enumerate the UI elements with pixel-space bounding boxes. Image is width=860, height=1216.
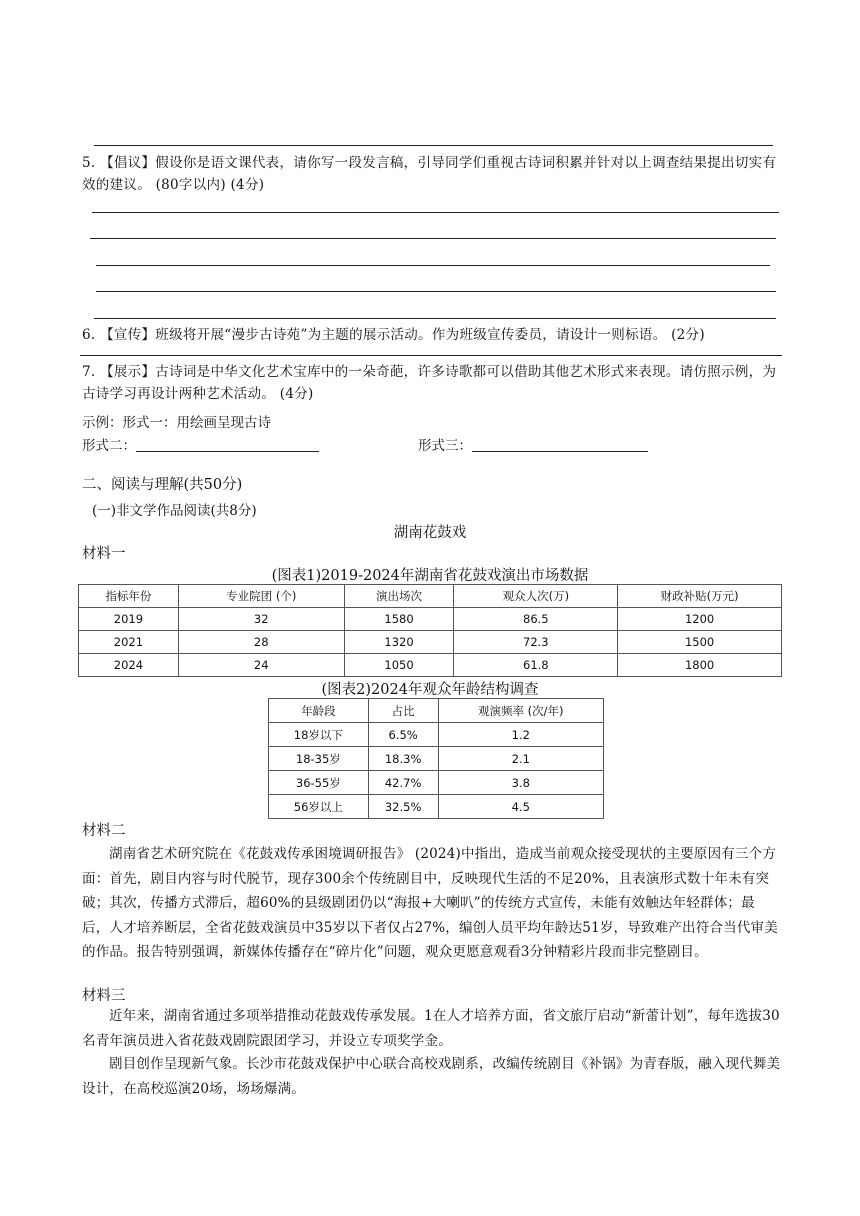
table-row	[79, 654, 782, 677]
material-2-label: 材料二	[82, 823, 126, 839]
material-2-paragraph: 湖南省艺术研究院在《花鼓戏传承困境调研报告》 (2024)中指出，造成当前观众接受现状的主要原因有三个方面：首先，剧目内容与时代脱节，现存300余个传统剧目中，反映现代生活的不足20%，且表演形式数十年未有突破；其次，传播方式滞后，超60%的县级剧团仍以“海报+大喇叭”的传统方式宣传，未能有效触达年轻群体；最后，人才培养断层，全省花鼓戏演员中35岁以下者仅占27%，编创人员平均年龄达51岁，导致难产出符合当代审美的作品。报告特别强调，新媒体传播存在“碎片化”问题，观众更愿意观看3分钟精彩片段而非完整剧目。	[82, 846, 778, 960]
question-5: 5. 【倡议】假设你是语文课代表，请你写一段发言稿，引导同学们重视古诗词积累并针对以上调查结果提出切实有效的建议。 (80字以内) (4分)	[82, 155, 777, 193]
table-cell: 42.7%	[368, 771, 438, 795]
table-cell: 2019	[79, 608, 179, 631]
table-1-caption: (图表1)2019-2024年湖南省花鼓戏演出市场数据	[271, 568, 589, 584]
table-cell: 1050	[344, 654, 454, 677]
material-1-label: 材料一	[82, 546, 126, 562]
answer-line	[92, 212, 779, 213]
table-cell: 2021	[79, 631, 179, 654]
table-row	[269, 795, 604, 819]
table-cell: 18-35岁	[269, 747, 369, 771]
example-line: 示例：形式一：用绘画呈现古诗	[82, 415, 271, 431]
table-header-cell: 财政补贴(万元)	[618, 585, 782, 608]
material-3-label: 材料三	[82, 988, 126, 1004]
table-row	[269, 747, 604, 771]
table-cell: 56岁以上	[269, 795, 369, 819]
table-cell: 18.3%	[368, 747, 438, 771]
table-cell: 24	[178, 654, 344, 677]
table-header-cell: 专业院团 (个)	[178, 585, 344, 608]
table-cell: 32.5%	[368, 795, 438, 819]
answer-line	[94, 318, 776, 319]
answer-line	[90, 238, 776, 239]
form-2-label: 形式二：	[82, 438, 136, 454]
answer-line	[94, 145, 773, 146]
question-7: 7. 【展示】古诗词是中华文化艺术宝库中的一朵奇葩，许多诗歌都可以借助其他艺术形式来表现。请仿照示例，为古诗学习再设计两种艺术活动。 (4分)	[82, 364, 777, 402]
form-3-label: 形式三：	[418, 438, 472, 454]
table-row	[269, 771, 604, 795]
answer-line	[96, 265, 770, 266]
table-cell: 4.5	[438, 795, 603, 819]
section-2-title: 二、阅读与理解(共50分)	[82, 477, 243, 493]
table-cell: 2024	[79, 654, 179, 677]
table-cell: 72.3	[454, 631, 618, 654]
article-title: 湖南花鼓戏	[393, 525, 467, 541]
subsection-1-title: (一)非文学作品阅读(共8分)	[92, 503, 257, 519]
table-cell: 86.5	[454, 608, 618, 631]
table-header-cell: 演出场次	[344, 585, 454, 608]
table-cell: 1200	[618, 608, 782, 631]
form-2-blank[interactable]	[136, 437, 319, 452]
table-header-cell: 占比	[368, 699, 438, 723]
answer-line	[80, 355, 782, 356]
table-cell: 61.8	[454, 654, 618, 677]
table-header-cell: 指标年份	[79, 585, 179, 608]
form-3-field[interactable]	[418, 434, 648, 454]
table-cell: 6.5%	[368, 723, 438, 747]
table-cell: 1800	[618, 654, 782, 677]
table-header-cell: 年龄段	[269, 699, 369, 723]
table-cell: 1580	[344, 608, 454, 631]
table-header-cell: 观众人次(万)	[454, 585, 618, 608]
table-cell: 28	[178, 631, 344, 654]
table-header-cell: 观演频率 (次/年)	[438, 699, 603, 723]
table-row	[79, 608, 782, 631]
table-cell: 1500	[618, 631, 782, 654]
question-6: 6. 【宣传】班级将开展“漫步古诗苑”为主题的展示活动。作为班级宣传委员，请设计一则标语。 (2分)	[82, 327, 705, 343]
table-cell: 1320	[344, 631, 454, 654]
table-cell: 3.8	[438, 771, 603, 795]
material-3-paragraph-2: 剧目创作呈现新气象。长沙市花鼓戏保护中心联合高校戏剧系，改编传统剧目《补锅》为青春版，融入现代舞美设计，在高校巡演20场，场场爆满。	[82, 1056, 781, 1097]
table-cell: 36-55岁	[269, 771, 369, 795]
table-2-caption: (图表2)2024年观众年龄结构调查	[321, 682, 539, 698]
table-cell: 18岁以下	[269, 723, 369, 747]
audience-age-table	[268, 698, 604, 819]
form-2-field[interactable]	[82, 434, 319, 454]
market-data-table	[78, 584, 782, 677]
table-row	[269, 723, 604, 747]
material-3-paragraph-1: 近年来，湖南省通过多项举措推动花鼓戏传承发展。1在人才培养方面，省文旅厅启动“新蕾计划”，每年选拔30名青年演员进入省花鼓戏剧院跟团学习，并设立专项奖学金。	[82, 1008, 780, 1049]
table-cell: 1.2	[438, 723, 603, 747]
answer-line	[96, 291, 776, 292]
table-row	[79, 631, 782, 654]
form-3-blank[interactable]	[472, 437, 648, 452]
table-cell: 2.1	[438, 747, 603, 771]
table-cell: 32	[178, 608, 344, 631]
